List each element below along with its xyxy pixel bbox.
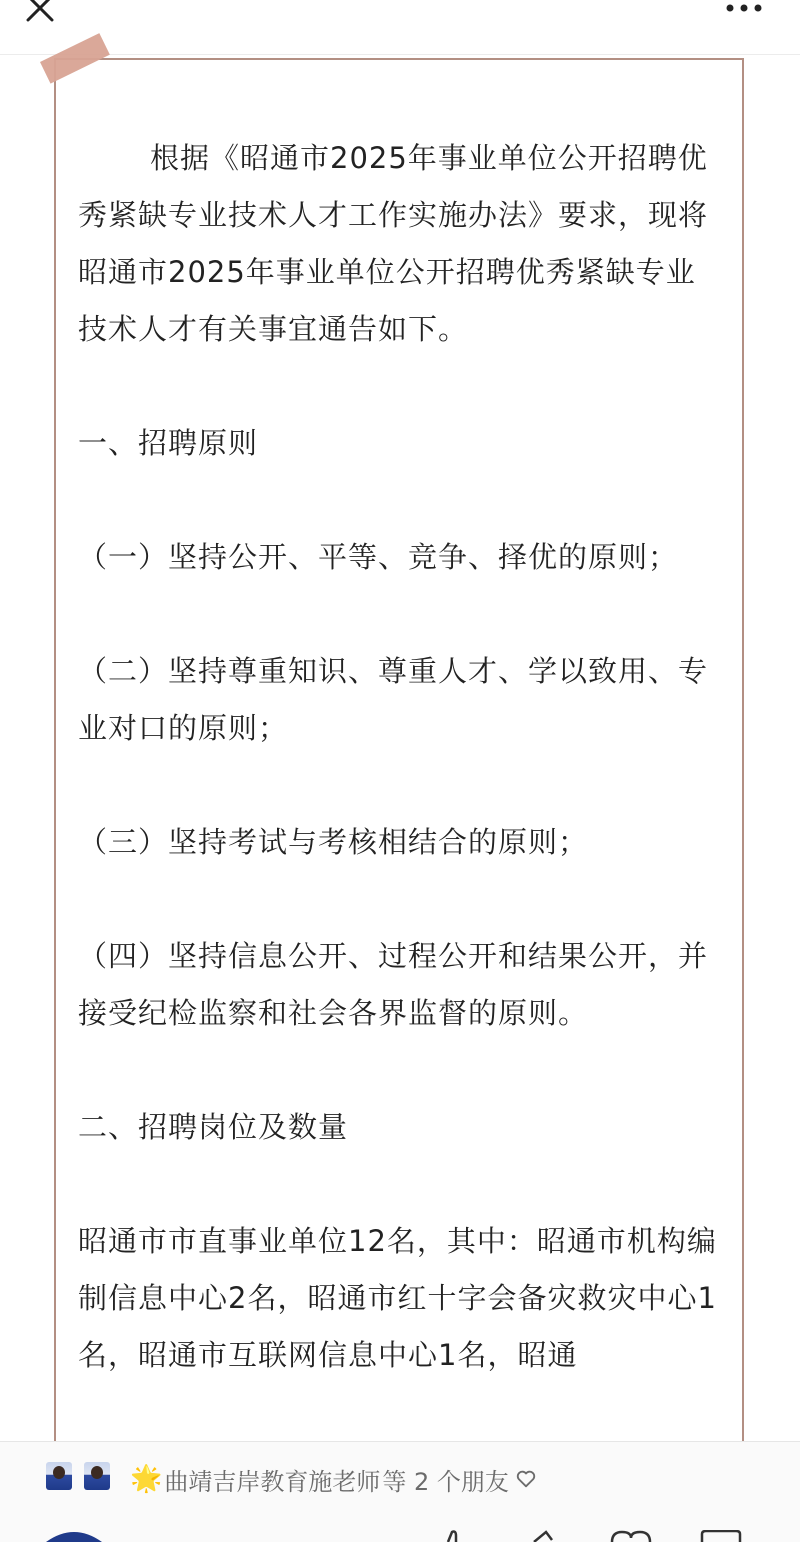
principle-item: （四）坚持信息公开、过程公开和结果公开，并接受纪检监察和社会各界监督的原则。	[78, 939, 709, 1030]
profile-avatar-icon[interactable]	[46, 1530, 102, 1542]
liked-by-friends[interactable]	[130, 1462, 537, 1496]
share-icon[interactable]	[528, 1530, 558, 1542]
bottom-action-bar	[0, 1530, 800, 1550]
section-heading-principles: 一、招聘原则	[78, 426, 259, 460]
comment-icon[interactable]	[698, 1530, 744, 1542]
heart-outline-icon	[515, 1468, 537, 1490]
positions-paragraph: 昭通市市直事业单位12名，其中：昭通市机构编制信息中心2名，昭通市红十字会备灾救灾中心1名，昭通市互联网信息中心1名，昭通	[78, 1224, 717, 1372]
star-icon: 🌟	[130, 1464, 163, 1494]
article-body	[78, 130, 718, 1384]
more-dots-icon	[720, 0, 770, 20]
thumbs-up-icon[interactable]	[440, 1530, 470, 1542]
social-footer	[0, 1441, 800, 1542]
principle-item: （三）坚持考试与考核相结合的原则；	[78, 825, 589, 859]
friend-avatar[interactable]	[46, 1462, 72, 1490]
friend-name: 曲靖吉岸教育施老师	[164, 1467, 381, 1496]
principle-item: （一）坚持公开、平等、竞争、择优的原则；	[78, 540, 679, 574]
close-button[interactable]	[20, 0, 60, 30]
section-heading-positions: 二、招聘岗位及数量	[78, 1110, 349, 1144]
top-bar	[0, 0, 800, 55]
friends-count-text: 等 2 个朋友	[382, 1467, 509, 1496]
friend-avatar[interactable]	[84, 1462, 110, 1490]
intro-paragraph: 根据《昭通市2025年事业单位公开招聘优秀紧缺专业技术人才工作实施办法》要求，现将昭通市2025年事业单位公开招聘优秀紧缺专业技术人才有关事宜通告如下。	[78, 141, 709, 346]
favorite-heart-icon[interactable]	[608, 1530, 654, 1542]
principle-item: （二）坚持尊重知识、尊重人才、学以致用、专业对口的原则；	[78, 654, 709, 745]
close-icon	[20, 0, 60, 30]
more-button[interactable]	[720, 0, 770, 20]
